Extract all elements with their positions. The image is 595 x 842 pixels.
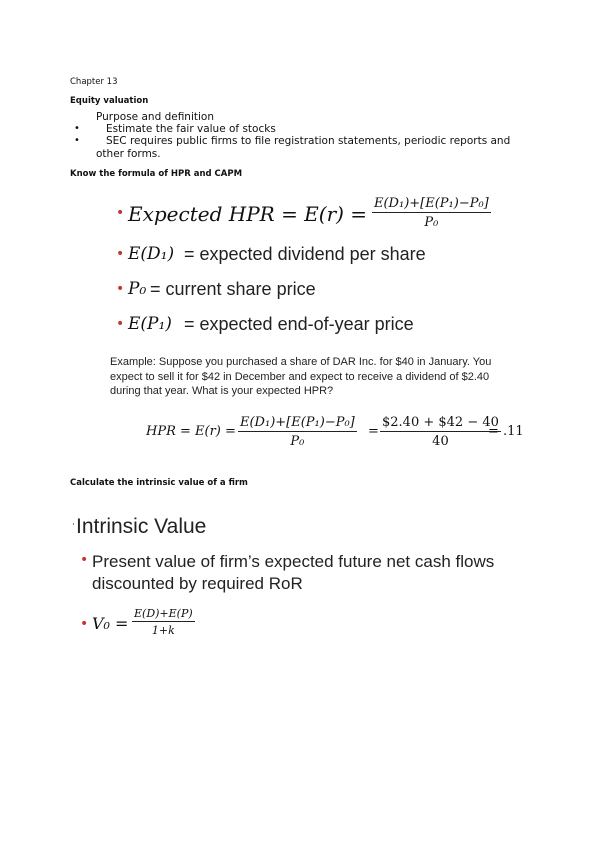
slide-bullet-line: discounted by required RoR (92, 574, 303, 593)
example-line: during that year. What is your expected HPR? (110, 385, 334, 397)
example-lhs: HPR = E(r) = (146, 424, 236, 439)
slide-title: Intrinsic Value (76, 515, 207, 538)
intrinsic-formula-numerator: E(D)+E(P) (134, 607, 193, 620)
hpr-formula-numerator: E(D₁)+[E(P₁)−P₀] (374, 196, 489, 211)
intrinsic-formula (72, 605, 542, 645)
example-paragraph (110, 355, 560, 399)
intro-bullet-1: Estimate the fair value of stocks (106, 123, 276, 135)
example-line: Example: Suppose you purchased a share of DAR Inc. for $40 in January. You (110, 356, 492, 368)
intrinsic-heading: Calculate the intrinsic value of a firm (70, 478, 248, 488)
slide-bullet-dot: • (116, 205, 125, 221)
hpr-formula (116, 196, 536, 241)
slide-bullet-line: Present value of firm’s expected future net cash flows (92, 552, 495, 571)
example-denominator-numeric: 40 (432, 434, 449, 449)
slide-title-row (72, 515, 542, 545)
intrinsic-formula-lhs: V₀ = (92, 614, 129, 633)
definition-row (116, 243, 536, 278)
slide-bullet-dot: • (116, 281, 125, 297)
example-numerator-symbolic: E(D₁)+[E(P₁)−P₀] (240, 415, 355, 430)
slide-bullet-dot: • (116, 316, 125, 332)
intrinsic-formula-fraction (132, 607, 195, 637)
definition-text: = expected end-of-year price (184, 314, 414, 334)
definition-symbol: E(P₁) (128, 314, 172, 334)
example-fraction-symbolic (238, 415, 357, 449)
intrinsic-formula-denominator: 1+k (151, 624, 175, 637)
intro-bullet-2-continued: other forms. (96, 148, 161, 160)
example-line: expect to sell it for $42 in December and expect to receive a dividend of $2.40 (110, 370, 490, 383)
example-numerator-numeric: $2.40 + $42 − 40 (382, 415, 499, 430)
hpr-formula-fraction (372, 196, 491, 230)
section-title: Equity valuation (70, 96, 149, 106)
definition-row (116, 313, 536, 348)
slide-title-marker: · (72, 520, 75, 530)
slide-bullet-dot: • (116, 246, 125, 262)
bullet-dot: • (74, 123, 80, 134)
example-equation (146, 413, 546, 458)
example-denominator-symbolic: P₀ (290, 434, 305, 449)
hpr-formula-denominator: P₀ (424, 215, 439, 230)
bullet-dot: • (74, 135, 80, 146)
slide-bullet-dot: • (80, 552, 89, 568)
hpr-capm-heading: Know the formula of HPR and CAPM (70, 169, 243, 179)
chapter-label: Chapter 13 (70, 77, 118, 87)
intro-heading: Purpose and definition (96, 111, 214, 123)
intro-bullet-2: SEC requires public firms to file registration statements, periodic reports and (106, 135, 511, 147)
example-fraction-numeric (380, 415, 501, 449)
hpr-formula-lhs: Expected HPR = E(r) = (128, 202, 368, 226)
slide-bullet-dot: • (80, 616, 89, 632)
hpr-formula-slide (116, 196, 536, 348)
intrinsic-value-slide (72, 515, 542, 645)
definition-text: = expected dividend per share (184, 244, 426, 264)
example-equals: = (368, 424, 379, 439)
definition-symbol: E(D₁) (128, 244, 175, 264)
slide-bullet-item (72, 551, 542, 601)
definition-row (116, 278, 536, 313)
slide-bullet-text (92, 551, 494, 595)
definition-symbol: P₀ (128, 279, 147, 299)
example-result: = .11 (488, 424, 524, 439)
definition-text: = current share price (150, 279, 316, 299)
